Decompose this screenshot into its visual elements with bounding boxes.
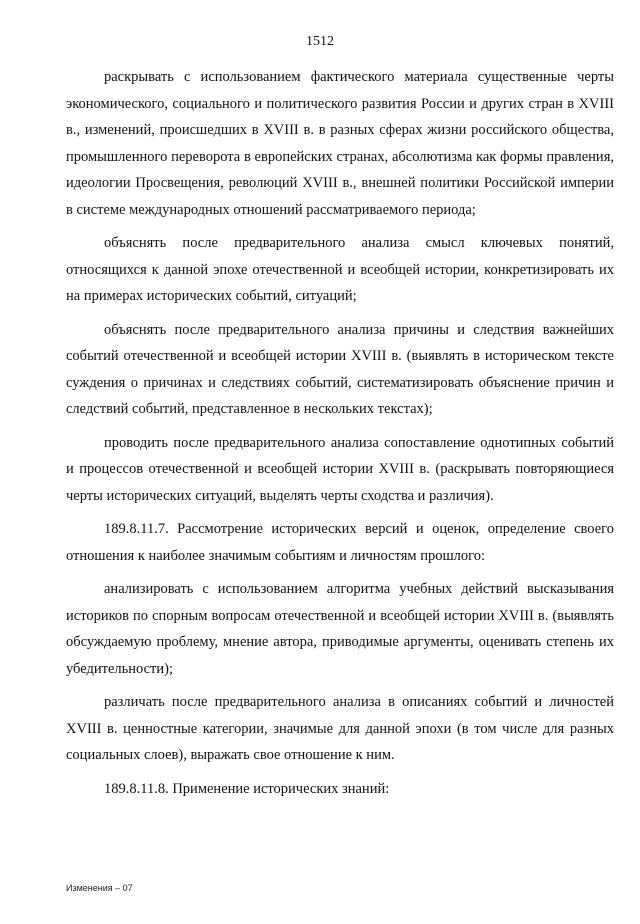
section-heading: 189.8.11.8. Применение исторических знаний: [104, 780, 390, 797]
paragraph: объяснять после предварительного анализа смысл ключевых понятий, относящихся к данной эпохе отечественной и всеобщей истории, конкретизировать их на примерах исторических событий, ситуаций; [66, 235, 614, 304]
footer-note: Изменения – 07 [66, 883, 133, 893]
page-number: 1512 [306, 34, 334, 49]
paragraph: объяснять после предварительного анализа причины и следствия важнейших событий отечественной и всеобщей истории XVIII в. (выявлять в историческом тексте суждения о причинах и следствиях событий, систематизировать объяснение причин и следствий событий, представленное в нескольких текстах); [66, 321, 614, 417]
paragraph: анализировать с использованием алгоритма учебных действий высказывания историков по спорным вопросам отечественной и всеобщей истории XVIII в. (выявлять обсуждаемую проблему, мнение автора, приводимые аргументы, оценивать степень их убедительности); [66, 581, 614, 677]
paragraph: раскрывать с использованием фактического материала существенные черты экономического, социального и политического развития России и других стран в XVIII в., изменений, происшедших в XVIII в. в разных сферах жизни российского общества, промышленного переворота в европейских странах, абсолютизма как формы правления, идеологии Просвещения, революций XVIII в., внешней политики Российской империи в системе международных отношений рассматриваемого периода; [66, 69, 614, 218]
section-heading: 189.8.11.7. Рассмотрение исторических версий и оценок, определение своего отношения к наиболее значимым событиям и личностям прошлого: [66, 521, 614, 564]
paragraph: различать после предварительного анализа в описаниях событий и личностей XVIII в. ценностные категории, значимые для данной эпохи (в том числе для разных социальных слоев), выражать свое отношение к ним. [66, 694, 614, 763]
paragraph: проводить после предварительного анализа сопоставление однотипных событий и процессов отечественной и всеобщей истории XVIII в. (раскрывать повторяющиеся черты исторических ситуаций, выделять черты сходства и различия). [66, 434, 614, 504]
document-body [66, 64, 614, 809]
